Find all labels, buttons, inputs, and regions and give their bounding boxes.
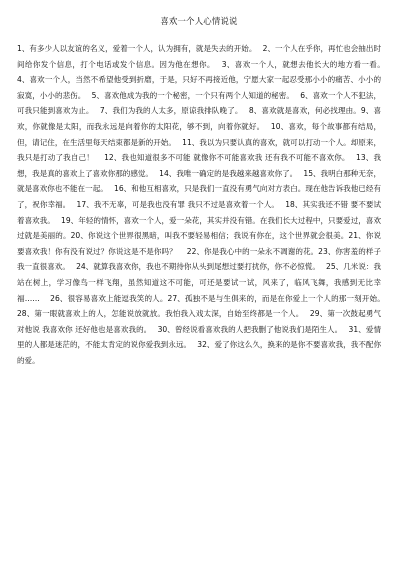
document-body-text: 1、有多少人以友谊的名义，爱着一个人，认为拥有，就是失去的开始。 2、一个人在乎你，再忙也会抽出时间给你发个信息，打个电话或发个信息。因为他在想你。 3、喜欢一个人，就想去他长大的地方看一看。 4、喜欢一个人，当然不希望他受到折磨，于是，只好不再接近他，宁愿大家一起忍受那小小的痛苦、小小的寂寞，小小的悲伤。 5、喜欢他成为我的一个秘密，一个只有两个人知道的秘密。 6、喜欢一个人不犯法，可我只能到喜欢为止。 7、我们为我的人太多，原谅我排队晚了。 8、喜欢就是喜欢，何必找理由。9、喜欢，你就像是太阳，而我永远是向着你的太阳花，够不到，向着你就好。 10、喜欢，每个故事都有结局，但，请记住，在生活里每天结束都是新的开始。 11、我以为只要认真的喜欢，就可以打动一个人。却原来，我只是打动了我自己！ 12、我也知道很多不可能 就像你不可能喜欢我 还有我不可能不喜欢你。 13、我想，我是真的喜欢上了喜欢你那的感觉。 14、我唯一确定的是我越来越喜欢你了。 15、我明白那种无奈，就是喜欢你也不能在一起。 16、和他互相喜欢，只是我们一直没有勇气向对方表白。现在他告诉我他已经有了，祝你幸福。 17、我不无辜，可是我也没有罪 我只不过是喜欢着一个人。 18、其实我还不错 要不要试着喜欢我。 19、年轻的情怀，喜欢一个人，爱一朵花，其实并没有错。在我们长大过程中，只要爱过，喜欢过就是美丽的。20、你说这个世界很黑暗，叫我不要轻易相信；我说有你在，这个世界就会很美。21、你说要喜欢我！你有没有说过？你说这是不是你吗？ 22、你是我心中的一朵永不凋谢的花。23、你害羞的样子我一直很喜欢。 24、就算我喜欢你，我也不期待你从头到尾想过要打扰你，你不必惊慌。 25、几米说：我站在树上，学习像鸟一样飞翔，虽然知道这不可能，可还是要试一试，风来了，临风飞舞，我感到无比幸福…… 26、很容易喜欢上能逗我笑的人。27、孤独不是与生俱来的，而是在你爱上一个人的那一刻开始。 28、第一眼就喜欢上的人，怎能说放就放。我怕我入戏太深，自始至终都是一个人。 29、第一次鼓起勇气对他说 我喜欢你 还好他也是喜欢我的。 30、曾经说看喜欢我的人把我删了他说我们是陌生人。 31、爱情里的人都是迷茫的，不能太肯定的说你爱我到永远。 32、爱了你这么久，换来的是你不要喜欢我，我不配你的爱。 (17, 44, 391, 365)
document-title: 喜欢一个人心情说说 (160, 16, 238, 26)
